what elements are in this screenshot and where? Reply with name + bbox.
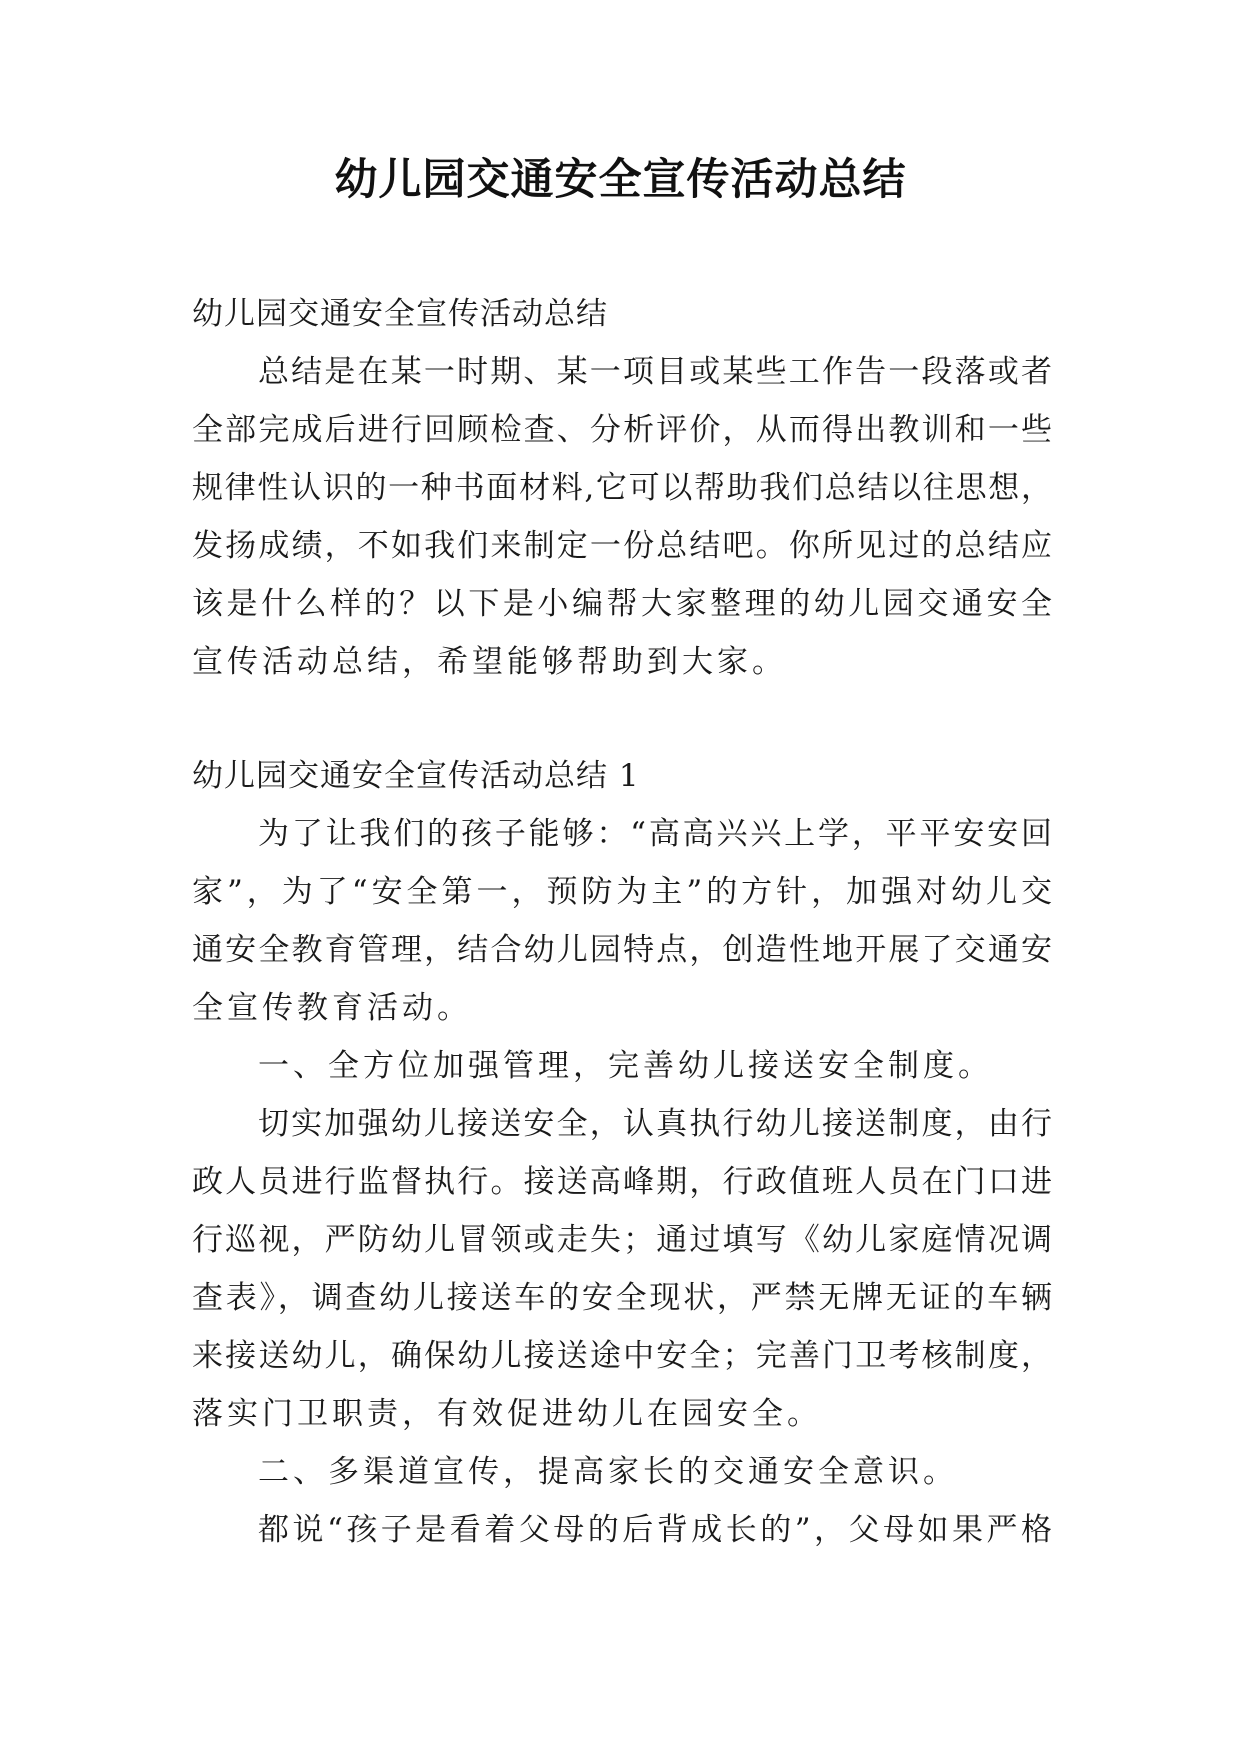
- paragraph-line: 行巡视，严防幼儿冒领或走失；通过填写《幼儿家庭情况调: [192, 1222, 1052, 1258]
- section-heading: 幼儿园交通安全宣传活动总结 1: [192, 758, 640, 794]
- paragraph-line: 全宣传教育活动。: [192, 990, 472, 1026]
- document-title: 幼儿园交通安全宣传活动总结: [334, 155, 907, 205]
- paragraph-line: 查表》，调查幼儿接送车的安全现状，严禁无牌无证的车辆: [192, 1280, 1052, 1316]
- point-heading: 一、全方位加强管理，完善幼儿接送安全制度。: [258, 1048, 993, 1084]
- intro-line: 规律性认识的一种书面材料,它可以帮助我们总结以往思想，: [192, 470, 1052, 506]
- intro-line: 全部完成后进行回顾检查、分析评价，从而得出教训和一些: [192, 412, 1052, 448]
- paragraph-line: 通安全教育管理，结合幼儿园特点，创造性地开展了交通安: [192, 932, 1052, 968]
- paragraph-line: 家”，为了“安全第一，预防为主”的方针，加强对幼儿交: [192, 874, 1052, 910]
- paragraph-line: 政人员进行监督执行。接送高峰期，行政值班人员在门口进: [192, 1164, 1052, 1200]
- intro-line: 宣传活动总结，希望能够帮助到大家。: [192, 644, 787, 680]
- paragraph-line: 来接送幼儿，确保幼儿接送途中安全；完善门卫考核制度，: [192, 1338, 1052, 1374]
- intro-line: 该是什么样的？以下是小编帮大家整理的幼儿园交通安全: [192, 586, 1052, 622]
- intro-line: 发扬成绩，不如我们来制定一份总结吧。你所见过的总结应: [192, 528, 1052, 564]
- intro-heading: 幼儿园交通安全宣传活动总结: [192, 296, 608, 332]
- paragraph-line: 切实加强幼儿接送安全，认真执行幼儿接送制度，由行: [258, 1106, 1052, 1142]
- paragraph-line: 落实门卫职责，有效促进幼儿在园安全。: [192, 1396, 822, 1432]
- document-body: [192, 285, 1052, 1559]
- point-heading: 二、多渠道宣传，提高家长的交通安全意识。: [258, 1454, 958, 1490]
- paragraph-line: 都说“孩子是看着父母的后背成长的”，父母如果严格: [258, 1512, 1052, 1548]
- intro-line: 总结是在某一时期、某一项目或某些工作告一段落或者: [258, 354, 1052, 390]
- paragraph-line: 为了让我们的孩子能够：“高高兴兴上学，平平安安回: [258, 816, 1052, 852]
